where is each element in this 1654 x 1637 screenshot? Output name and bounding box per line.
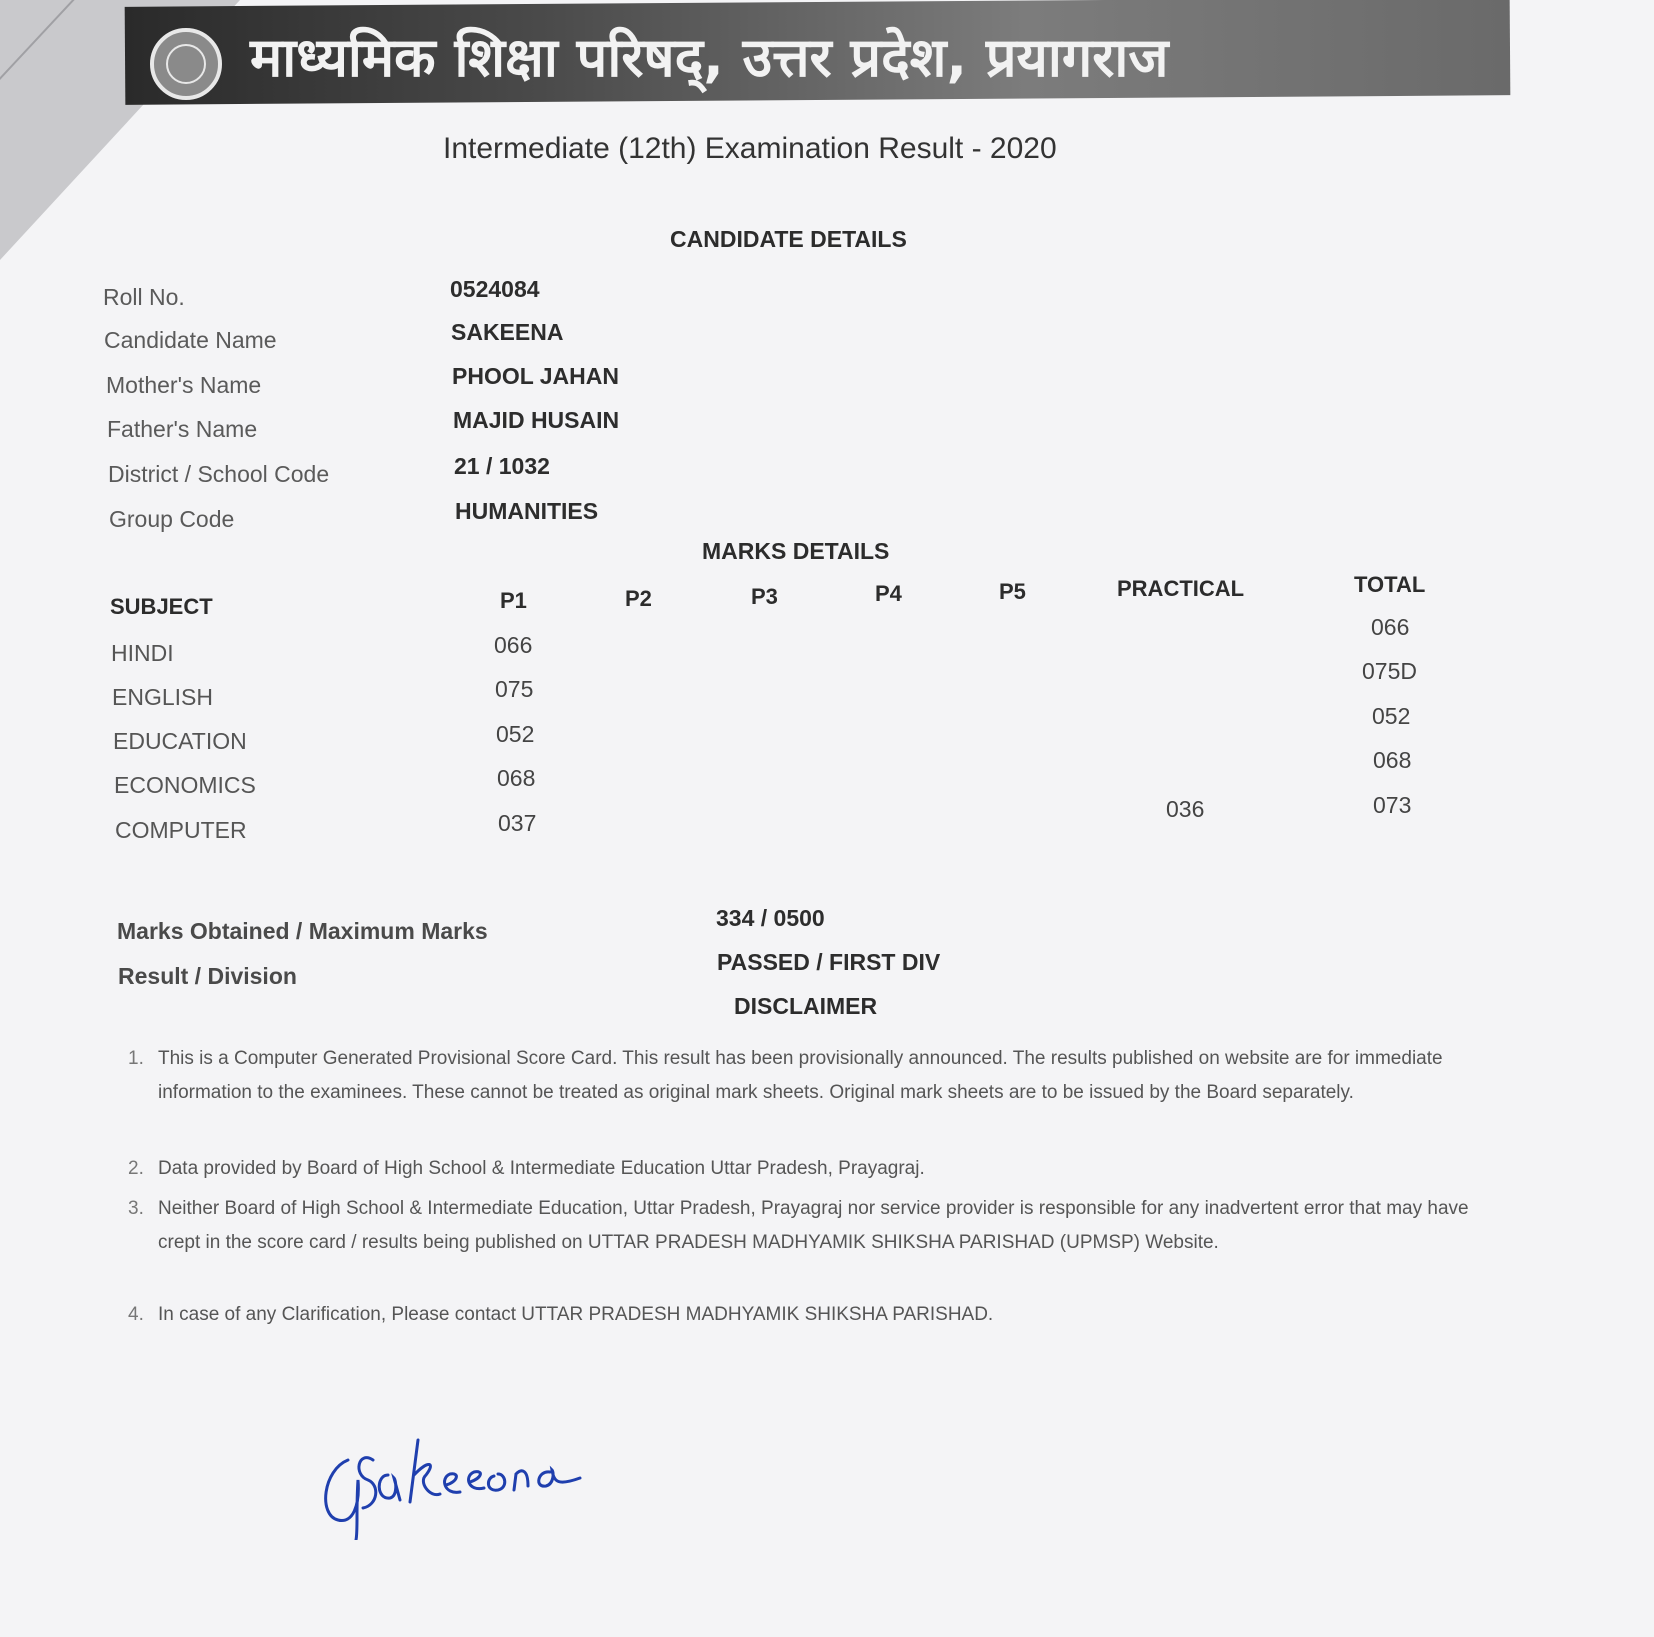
column-header-total: TOTAL: [1354, 572, 1426, 597]
mother-name-value: PHOOL JAHAN: [452, 363, 619, 389]
subject-economics: ECONOMICS: [114, 772, 256, 798]
candidate-details-heading: CANDIDATE DETAILS: [670, 226, 907, 252]
computer-p1: 037: [498, 810, 537, 836]
disclaimer-heading: DISCLAIMER: [734, 993, 878, 1019]
column-header-subject: SUBJECT: [110, 594, 213, 619]
disclaimer-text: In case of any Clarification, Please contact UTTAR PRADESH MADHYAMIK SHIKSHA PARISHAD.: [158, 1304, 994, 1325]
roll-no-label: Roll No.: [103, 284, 185, 310]
roll-no-value: 0524084: [450, 276, 540, 302]
district-school-code-value: 21 / 1032: [454, 453, 550, 479]
disclaimer-item-2: [128, 1152, 1488, 1186]
computer-total: 073: [1373, 792, 1412, 818]
disclaimer-item-4: [128, 1298, 1488, 1332]
computer-practical: 036: [1166, 796, 1205, 822]
candidate-signature: [318, 1420, 588, 1540]
disclaimer-text: This is a Computer Generated Provisional Score Card. This result has been provisionally announced. The results published on website are for immediate information to the examinees. These cannot be treated as original mark sheets. Original mark sheets are to be issued by the Board separately.: [158, 1048, 1443, 1103]
disclaimer-item-3: [128, 1192, 1488, 1260]
board-name-hindi: माध्यमिक शिक्षा परिषद्, उत्तर प्रदेश, प्रयागराज: [250, 26, 1169, 89]
column-header-practical: PRACTICAL: [1117, 576, 1245, 601]
subject-education: EDUCATION: [113, 728, 247, 754]
marks-obtained-label: Marks Obtained / Maximum Marks: [117, 918, 488, 944]
marks-details-heading: MARKS DETAILS: [702, 538, 890, 564]
disclaimer-number: 4.: [128, 1304, 144, 1325]
english-total: 075D: [1362, 658, 1417, 684]
column-header-p4: P4: [875, 581, 902, 606]
marks-obtained-value: 334 / 0500: [716, 905, 825, 931]
column-header-p1: P1: [500, 588, 527, 613]
column-header-p3: P3: [751, 584, 778, 609]
disclaimer-text: Neither Board of High School & Intermediate Education, Uttar Pradesh, Prayagraj nor service provider is responsible for any inadvertent error that may have crept in the score card / results being published on UTTAR PRADESH MADHYAMIK SHIKSHA PARISHAD (UPMSP) Website.: [158, 1198, 1469, 1253]
father-name-label: Father's Name: [107, 416, 258, 442]
result-division-label: Result / Division: [118, 963, 297, 989]
subject-english: ENGLISH: [112, 684, 213, 710]
column-header-p2: P2: [625, 586, 652, 611]
hindi-total: 066: [1371, 614, 1410, 640]
candidate-name-value: SAKEENA: [451, 319, 564, 345]
disclaimer-number: 1.: [128, 1048, 144, 1069]
result-division-value: PASSED / FIRST DIV: [717, 949, 941, 975]
group-code-value: HUMANITIES: [455, 498, 599, 524]
mother-name-label: Mother's Name: [106, 372, 262, 398]
english-p1: 075: [495, 676, 534, 702]
subject-hindi: HINDI: [111, 640, 174, 666]
candidate-name-label: Candidate Name: [104, 327, 277, 353]
district-school-code-label: District / School Code: [108, 461, 330, 487]
economics-total: 068: [1373, 747, 1412, 773]
hindi-p1: 066: [494, 632, 533, 658]
disclaimer-number: 3.: [128, 1198, 144, 1219]
education-p1: 052: [496, 721, 535, 747]
disclaimer-item-1: [128, 1042, 1488, 1110]
disclaimer-text: Data provided by Board of High School & Intermediate Education Uttar Pradesh, Prayagraj.: [158, 1158, 925, 1179]
column-header-p5: P5: [999, 579, 1026, 604]
subject-computer: COMPUTER: [115, 817, 247, 843]
disclaimer-number: 2.: [128, 1158, 144, 1179]
exam-title: Intermediate (12th) Examination Result - 2020: [443, 132, 1057, 165]
board-seal-icon: [150, 28, 222, 100]
group-code-label: Group Code: [109, 506, 235, 532]
economics-p1: 068: [497, 765, 536, 791]
education-total: 052: [1372, 703, 1411, 729]
father-name-value: MAJID HUSAIN: [453, 407, 620, 433]
